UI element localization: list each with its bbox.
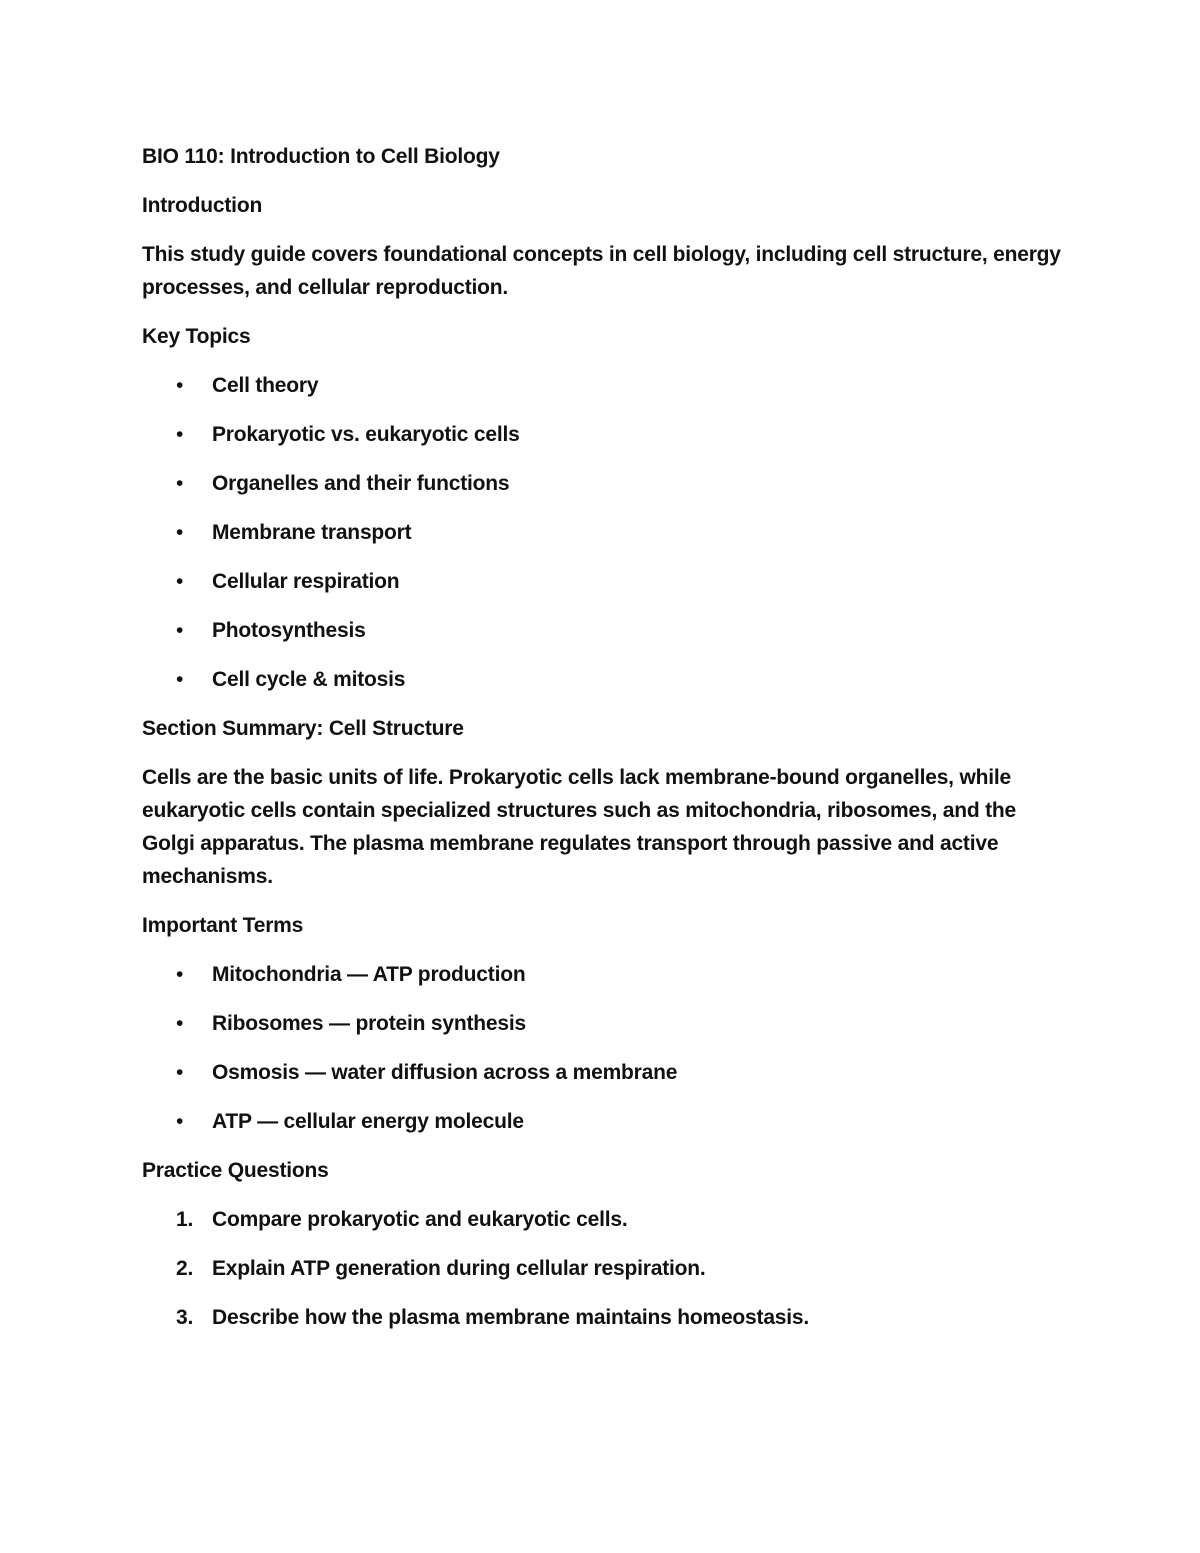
bullet-icon: •	[176, 570, 184, 593]
question-number: 2.	[176, 1257, 194, 1280]
bullet-icon: •	[176, 963, 184, 986]
list-item-text: Ribosomes — protein synthesis	[212, 1012, 526, 1035]
list-item-text: Explain ATP generation during cellular respiration.	[212, 1257, 706, 1280]
key-topics-list	[142, 369, 1072, 696]
practice-questions-list	[142, 1203, 1072, 1334]
document-title: BIO 110: Introduction to Cell Biology	[142, 145, 500, 168]
list-item-text: Osmosis — water diffusion across a membrane	[212, 1061, 678, 1084]
bullet-icon: •	[176, 619, 184, 642]
bullet-icon: •	[176, 1061, 184, 1084]
summary-heading: Section Summary: Cell Structure	[142, 717, 464, 740]
intro-paragraph: This study guide covers foundational concepts in cell biology, including cell structure, energy processes, and cellular reproduction.	[142, 243, 1061, 299]
list-item	[142, 1007, 1072, 1040]
list-item-text: Membrane transport	[212, 521, 412, 544]
bullet-icon: •	[176, 668, 184, 691]
list-item-text: Organelles and their functions	[212, 472, 510, 495]
list-item	[142, 614, 1072, 647]
list-item-text: Describe how the plasma membrane maintains homeostasis.	[212, 1306, 810, 1329]
list-item	[142, 958, 1072, 991]
bullet-icon: •	[176, 472, 184, 495]
important-terms-list	[142, 958, 1072, 1138]
summary-paragraph: Cells are the basic units of life. Prokaryotic cells lack membrane-bound organelles, while eukaryotic cells contain specialized structures such as mitochondria, ribosomes, and the Golgi apparatus. The plasma membrane regulates transport through passive and active mechanisms.	[142, 766, 1017, 888]
bullet-icon: •	[176, 423, 184, 446]
list-item	[142, 663, 1072, 696]
bullet-icon: •	[176, 374, 184, 397]
list-item-text: Cell theory	[212, 374, 319, 397]
questions-heading: Practice Questions	[142, 1159, 329, 1182]
list-item	[142, 1203, 1072, 1236]
list-item	[142, 516, 1072, 549]
list-item-text: Mitochondria — ATP production	[212, 963, 526, 986]
list-item	[142, 369, 1072, 402]
question-number: 1.	[176, 1208, 194, 1231]
list-item	[142, 1056, 1072, 1089]
list-item	[142, 467, 1072, 500]
intro-heading: Introduction	[142, 194, 263, 217]
list-item	[142, 418, 1072, 451]
list-item-text: Cellular respiration	[212, 570, 400, 593]
list-item	[142, 1105, 1072, 1138]
list-item-text: Compare prokaryotic and eukaryotic cells.	[212, 1208, 628, 1231]
list-item	[142, 1252, 1072, 1285]
list-item	[142, 565, 1072, 598]
list-item	[142, 1301, 1072, 1334]
question-number: 3.	[176, 1306, 194, 1329]
list-item-text: ATP — cellular energy molecule	[212, 1110, 524, 1133]
bullet-icon: •	[176, 1110, 184, 1133]
key-topics-heading: Key Topics	[142, 325, 251, 348]
bullet-icon: •	[176, 1012, 184, 1035]
list-item-text: Prokaryotic vs. eukaryotic cells	[212, 423, 520, 446]
terms-heading: Important Terms	[142, 914, 304, 937]
list-item-text: Cell cycle & mitosis	[212, 668, 406, 691]
bullet-icon: •	[176, 521, 184, 544]
list-item-text: Photosynthesis	[212, 619, 366, 642]
document-body	[142, 140, 1072, 1350]
